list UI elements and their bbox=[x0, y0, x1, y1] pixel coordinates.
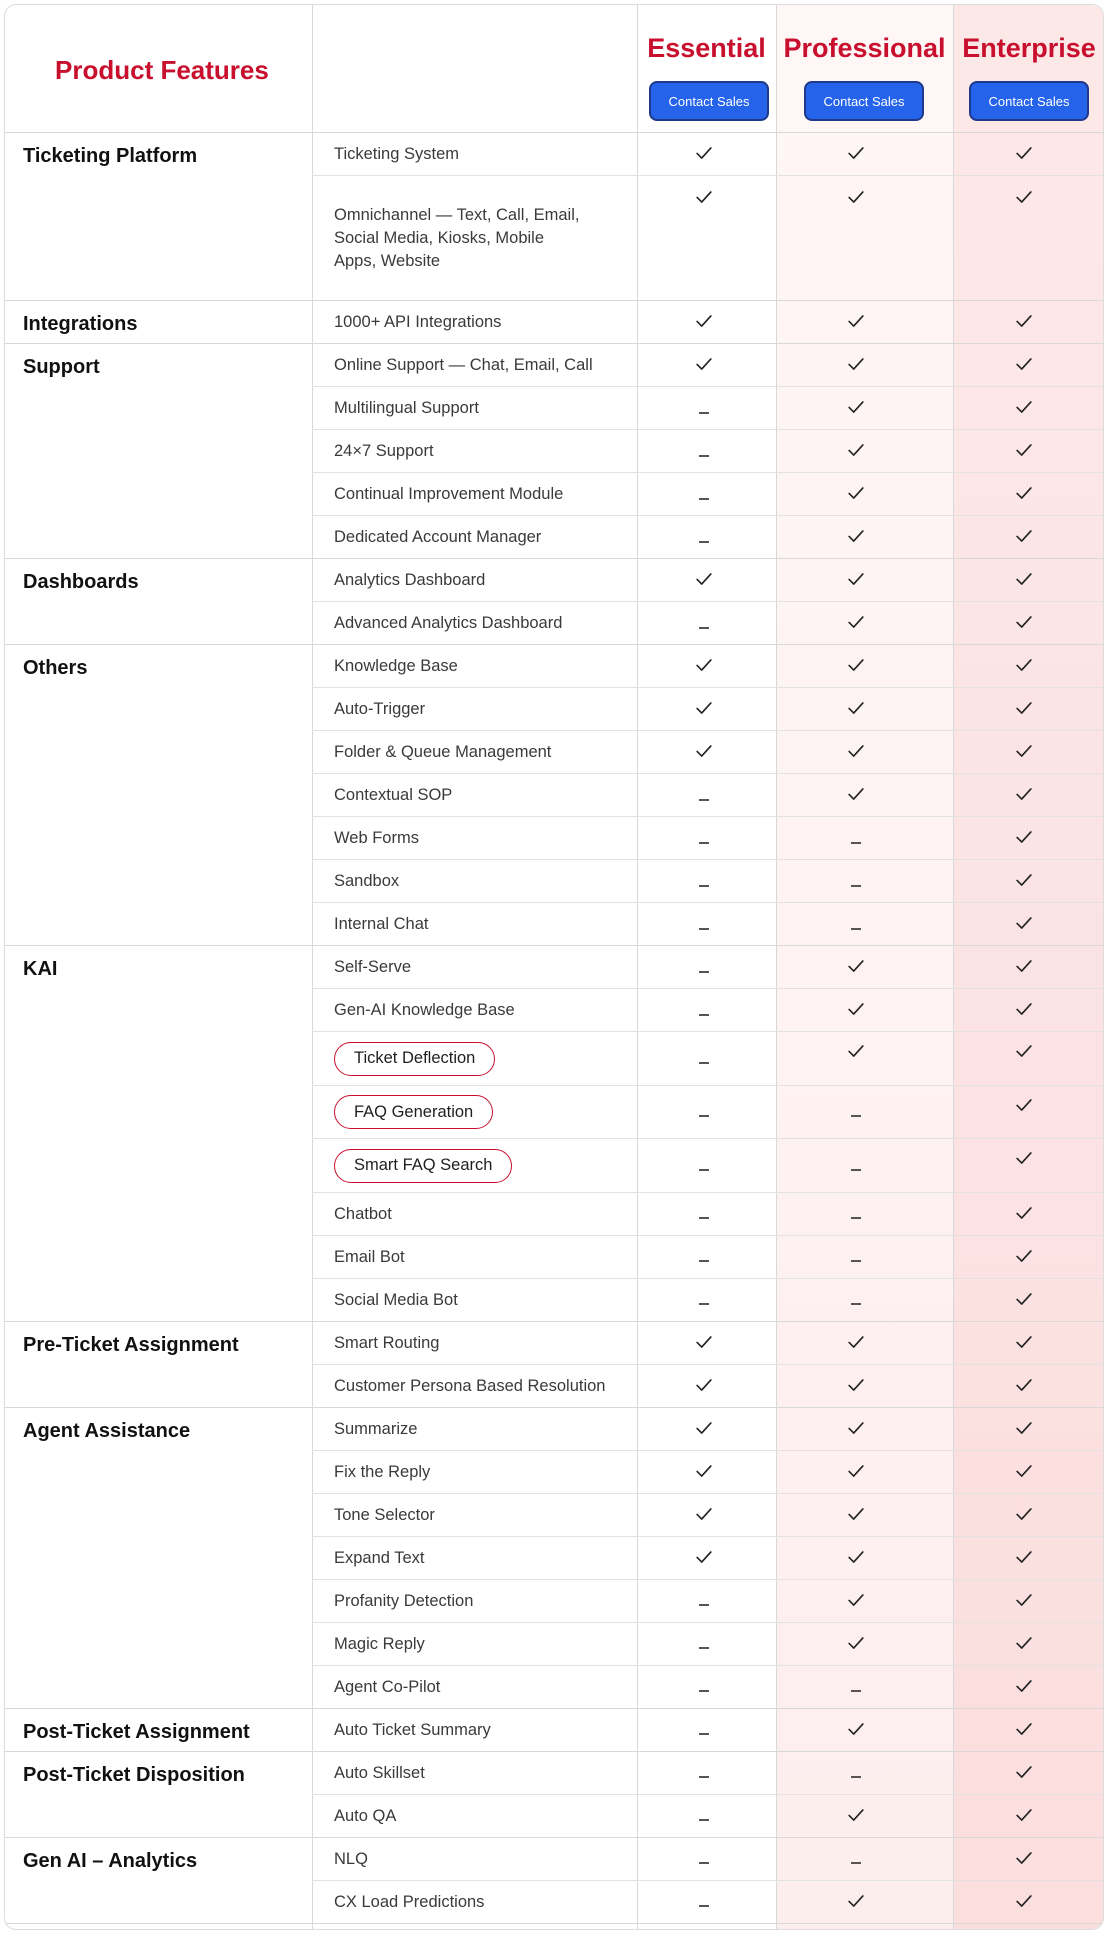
plan-enterprise bbox=[953, 5, 1104, 133]
check-icon bbox=[692, 1331, 716, 1355]
check-icon bbox=[1012, 1632, 1036, 1656]
check-icon bbox=[844, 439, 868, 463]
plan-essential bbox=[637, 5, 776, 133]
check-icon bbox=[1012, 1331, 1036, 1355]
feature-label: Online Support — Chat, Email, Call bbox=[334, 356, 593, 374]
feature-label: Customer Persona Based Resolution bbox=[334, 1376, 606, 1395]
feature-group bbox=[5, 133, 1104, 301]
feature-group bbox=[5, 1322, 1104, 1408]
feature-label: Tone Selector bbox=[334, 1505, 435, 1524]
feature-label: Knowledge Base bbox=[334, 657, 458, 675]
feature-label: Gen-AI Knowledge Base bbox=[334, 1001, 515, 1019]
check-icon bbox=[1012, 1890, 1036, 1914]
check-icon bbox=[844, 1804, 868, 1828]
check-icon bbox=[844, 525, 868, 549]
dash-icon bbox=[699, 1647, 709, 1649]
feature-badge: FAQ Generation bbox=[334, 1095, 493, 1129]
feature-badge: Ticket Deflection bbox=[334, 1042, 495, 1076]
feature-row bbox=[312, 1537, 1104, 1580]
feature-row bbox=[312, 1623, 1104, 1666]
feature-label: Ticketing System bbox=[334, 145, 460, 163]
check-icon bbox=[844, 740, 868, 764]
dash-icon bbox=[699, 541, 709, 543]
feature-row bbox=[312, 1494, 1104, 1537]
check-icon bbox=[1012, 1847, 1036, 1871]
check-icon bbox=[1012, 1040, 1036, 1064]
check-icon bbox=[692, 1460, 716, 1484]
feature-row bbox=[312, 1881, 1104, 1924]
dash-icon bbox=[851, 928, 861, 930]
check-icon bbox=[844, 654, 868, 678]
dash-icon bbox=[699, 842, 709, 844]
group-title: Pre-Ticket Assignment bbox=[23, 1333, 239, 1356]
feature-label: Multilingual Support bbox=[334, 399, 479, 417]
dash-icon bbox=[851, 1303, 861, 1305]
feature-row bbox=[312, 946, 1104, 989]
feature-label: Summarize bbox=[334, 1419, 418, 1438]
feature-group bbox=[5, 559, 1104, 645]
check-icon bbox=[844, 998, 868, 1022]
check-icon bbox=[844, 1632, 868, 1656]
check-icon bbox=[844, 611, 868, 635]
feature-label: Agent Co-Pilot bbox=[334, 1677, 441, 1696]
feature-row bbox=[312, 1795, 1104, 1838]
feature-group bbox=[5, 1709, 1104, 1752]
check-icon bbox=[692, 353, 716, 377]
feature-row bbox=[312, 516, 1104, 559]
feature-group bbox=[5, 946, 1104, 1322]
feature-row bbox=[312, 602, 1104, 645]
plan-name: Enterprise bbox=[962, 33, 1096, 63]
feature-row bbox=[312, 1451, 1104, 1494]
dash-icon bbox=[699, 799, 709, 801]
contact-sales-button[interactable]: Contact Sales bbox=[804, 81, 924, 121]
feature-row bbox=[312, 1193, 1104, 1236]
dash-icon bbox=[699, 1819, 709, 1821]
group-title: Gen AI – Analytics bbox=[23, 1849, 198, 1872]
check-icon bbox=[844, 1546, 868, 1570]
group-title: Others bbox=[23, 657, 88, 679]
plan-name: Essential bbox=[647, 33, 766, 63]
check-icon bbox=[1012, 826, 1036, 850]
check-icon bbox=[692, 1374, 716, 1398]
feature-row bbox=[312, 344, 1104, 387]
check-icon bbox=[692, 1417, 716, 1441]
contact-sales-button[interactable]: Contact Sales bbox=[969, 81, 1089, 121]
feature-row bbox=[312, 774, 1104, 817]
feature-label: Internal Chat bbox=[334, 915, 429, 933]
check-icon bbox=[1012, 1546, 1036, 1570]
dash-icon bbox=[851, 1217, 861, 1219]
feature-row bbox=[312, 1086, 1104, 1140]
check-icon bbox=[692, 186, 716, 210]
check-icon bbox=[1012, 1761, 1036, 1785]
dash-icon bbox=[699, 1905, 709, 1907]
feature-label: Auto-Trigger bbox=[334, 700, 426, 718]
feature-label: 1000+ API Integrations bbox=[334, 313, 502, 331]
feature-row bbox=[312, 989, 1104, 1032]
dash-icon bbox=[699, 1115, 709, 1117]
check-icon bbox=[1012, 654, 1036, 678]
feature-label: Advanced Analytics Dashboard bbox=[334, 614, 563, 632]
check-icon bbox=[1012, 1460, 1036, 1484]
dash-icon bbox=[699, 1014, 709, 1016]
check-icon bbox=[844, 396, 868, 420]
feature-row bbox=[312, 387, 1104, 430]
feature-row bbox=[312, 1032, 1104, 1086]
pricing-comparison-table bbox=[4, 4, 1104, 1930]
check-icon bbox=[844, 310, 868, 334]
check-icon bbox=[1012, 310, 1036, 334]
dash-icon bbox=[699, 1217, 709, 1219]
check-icon bbox=[1012, 396, 1036, 420]
check-icon bbox=[692, 310, 716, 334]
check-icon bbox=[844, 1417, 868, 1441]
table-header bbox=[5, 5, 1104, 133]
group-title: Ticketing Platform bbox=[23, 145, 198, 167]
check-icon bbox=[1012, 611, 1036, 635]
dash-icon bbox=[699, 627, 709, 629]
dash-icon bbox=[699, 928, 709, 930]
feature-row bbox=[312, 1666, 1104, 1709]
dash-icon bbox=[699, 455, 709, 457]
check-icon bbox=[1012, 869, 1036, 893]
feature-label: Email Bot bbox=[334, 1247, 405, 1266]
feature-row bbox=[312, 1752, 1104, 1795]
feature-label: Dedicated Account Manager bbox=[334, 528, 542, 546]
check-icon bbox=[1012, 955, 1036, 979]
check-icon bbox=[844, 1040, 868, 1064]
check-icon bbox=[844, 783, 868, 807]
feature-label: Auto Skillset bbox=[334, 1763, 425, 1782]
check-icon bbox=[1012, 912, 1036, 936]
feature-label: Omnichannel — Text, Call, Email, Social Media, Kiosks, Mobile Apps, Website bbox=[334, 206, 580, 270]
feature-label: Chatbot bbox=[334, 1204, 392, 1223]
feature-row bbox=[312, 1838, 1104, 1881]
feature-row bbox=[312, 1365, 1104, 1408]
check-icon bbox=[692, 1546, 716, 1570]
group-title: Agent Assistance bbox=[23, 1419, 191, 1442]
group-title: KAI bbox=[23, 958, 58, 980]
feature-label: Folder & Queue Management bbox=[334, 743, 552, 761]
feature-row bbox=[312, 1408, 1104, 1451]
feature-row bbox=[312, 1139, 1104, 1193]
check-icon bbox=[844, 697, 868, 721]
dash-icon bbox=[699, 885, 709, 887]
check-icon bbox=[1012, 142, 1036, 166]
feature-row bbox=[312, 176, 1104, 301]
check-icon bbox=[1012, 1202, 1036, 1226]
feature-row bbox=[312, 860, 1104, 903]
feature-row bbox=[312, 1709, 1104, 1752]
check-icon bbox=[844, 568, 868, 592]
feature-row bbox=[312, 1322, 1104, 1365]
feature-label: Fix the Reply bbox=[334, 1462, 431, 1481]
dash-icon bbox=[851, 885, 861, 887]
feature-row bbox=[312, 688, 1104, 731]
check-icon bbox=[1012, 1675, 1036, 1699]
check-icon bbox=[1012, 568, 1036, 592]
feature-row bbox=[312, 1279, 1104, 1322]
page-title: Product Features bbox=[55, 55, 269, 85]
check-icon bbox=[1012, 740, 1036, 764]
feature-group bbox=[5, 1838, 1104, 1924]
dash-icon bbox=[699, 1169, 709, 1171]
dash-icon bbox=[699, 971, 709, 973]
check-icon bbox=[1012, 186, 1036, 210]
check-icon bbox=[1012, 1288, 1036, 1312]
check-icon bbox=[844, 1718, 868, 1742]
dash-icon bbox=[851, 1169, 861, 1171]
feature-row bbox=[312, 133, 1104, 176]
check-icon bbox=[1012, 353, 1036, 377]
check-icon bbox=[692, 142, 716, 166]
dash-icon bbox=[699, 1604, 709, 1606]
dash-icon bbox=[851, 842, 861, 844]
feature-row bbox=[312, 645, 1104, 688]
feature-row bbox=[312, 430, 1104, 473]
check-icon bbox=[1012, 439, 1036, 463]
check-icon bbox=[692, 697, 716, 721]
check-icon bbox=[844, 1331, 868, 1355]
dash-icon bbox=[699, 498, 709, 500]
feature-row bbox=[312, 903, 1104, 946]
check-icon bbox=[844, 186, 868, 210]
dash-icon bbox=[699, 1690, 709, 1692]
check-icon bbox=[1012, 1417, 1036, 1441]
feature-group bbox=[5, 301, 1104, 344]
feature-label: Smart Routing bbox=[334, 1333, 440, 1352]
feature-label: Auto Ticket Summary bbox=[334, 1720, 491, 1739]
check-icon bbox=[1012, 482, 1036, 506]
check-icon bbox=[1012, 1094, 1036, 1118]
feature-label: CX Load Predictions bbox=[334, 1892, 485, 1911]
feature-row bbox=[312, 1580, 1104, 1623]
dash-icon bbox=[851, 1776, 861, 1778]
check-icon bbox=[1012, 1147, 1036, 1171]
check-icon bbox=[1012, 1589, 1036, 1613]
check-icon bbox=[844, 482, 868, 506]
feature-label: Magic Reply bbox=[334, 1634, 425, 1653]
feature-label: Profanity Detection bbox=[334, 1591, 474, 1610]
feature-label: Auto QA bbox=[334, 1806, 397, 1825]
feature-label: Web Forms bbox=[334, 829, 419, 847]
check-icon bbox=[1012, 783, 1036, 807]
check-icon bbox=[692, 740, 716, 764]
group-title: Support bbox=[23, 356, 100, 378]
check-icon bbox=[844, 142, 868, 166]
plan-name: Professional bbox=[783, 33, 946, 63]
check-icon bbox=[1012, 1804, 1036, 1828]
check-icon bbox=[844, 1503, 868, 1527]
group-title: Post-Ticket Assignment bbox=[23, 1720, 250, 1743]
feature-label: Self-Serve bbox=[334, 958, 412, 976]
check-icon bbox=[1012, 697, 1036, 721]
plan-professional bbox=[776, 5, 953, 133]
check-icon bbox=[844, 353, 868, 377]
feature-label: 24×7 Support bbox=[334, 442, 434, 460]
dash-icon bbox=[699, 1303, 709, 1305]
feature-row bbox=[312, 817, 1104, 860]
check-icon bbox=[692, 568, 716, 592]
check-icon bbox=[1012, 998, 1036, 1022]
group-title: Post-Ticket Disposition bbox=[23, 1763, 245, 1786]
check-icon bbox=[1012, 1374, 1036, 1398]
feature-group bbox=[5, 1752, 1104, 1838]
feature-row bbox=[312, 473, 1104, 516]
check-icon bbox=[692, 1503, 716, 1527]
feature-label: Expand Text bbox=[334, 1548, 425, 1567]
dash-icon bbox=[699, 1776, 709, 1778]
dash-icon bbox=[851, 1862, 861, 1864]
check-icon bbox=[844, 1460, 868, 1484]
contact-sales-button[interactable]: Contact Sales bbox=[649, 81, 769, 121]
feature-label: NLQ bbox=[334, 1849, 368, 1868]
dash-icon bbox=[851, 1260, 861, 1262]
dash-icon bbox=[699, 1062, 709, 1064]
feature-group bbox=[5, 645, 1104, 946]
feature-row bbox=[312, 301, 1104, 344]
dash-icon bbox=[851, 1690, 861, 1692]
feature-label: Contextual SOP bbox=[334, 786, 453, 804]
group-title: Dashboards bbox=[23, 571, 139, 593]
check-icon bbox=[692, 654, 716, 678]
check-icon bbox=[1012, 1503, 1036, 1527]
feature-label: Social Media Bot bbox=[334, 1290, 458, 1309]
check-icon bbox=[1012, 525, 1036, 549]
group-title: Integrations bbox=[23, 313, 138, 335]
check-icon bbox=[844, 1589, 868, 1613]
dash-icon bbox=[699, 1862, 709, 1864]
feature-row bbox=[312, 559, 1104, 602]
feature-row bbox=[312, 1236, 1104, 1279]
feature-label: Analytics Dashboard bbox=[334, 571, 486, 589]
feature-group bbox=[5, 344, 1104, 559]
feature-group bbox=[5, 1408, 1104, 1709]
feature-label: Continual Improvement Module bbox=[334, 485, 564, 503]
check-icon bbox=[1012, 1245, 1036, 1269]
dash-icon bbox=[699, 1260, 709, 1262]
check-icon bbox=[844, 1374, 868, 1398]
check-icon bbox=[844, 955, 868, 979]
feature-badge: Smart FAQ Search bbox=[334, 1149, 512, 1183]
dash-icon bbox=[851, 1115, 861, 1117]
check-icon bbox=[1012, 1718, 1036, 1742]
feature-label: Sandbox bbox=[334, 872, 400, 890]
feature-row bbox=[312, 731, 1104, 774]
dash-icon bbox=[699, 412, 709, 414]
check-icon bbox=[844, 1890, 868, 1914]
dash-icon bbox=[699, 1733, 709, 1735]
